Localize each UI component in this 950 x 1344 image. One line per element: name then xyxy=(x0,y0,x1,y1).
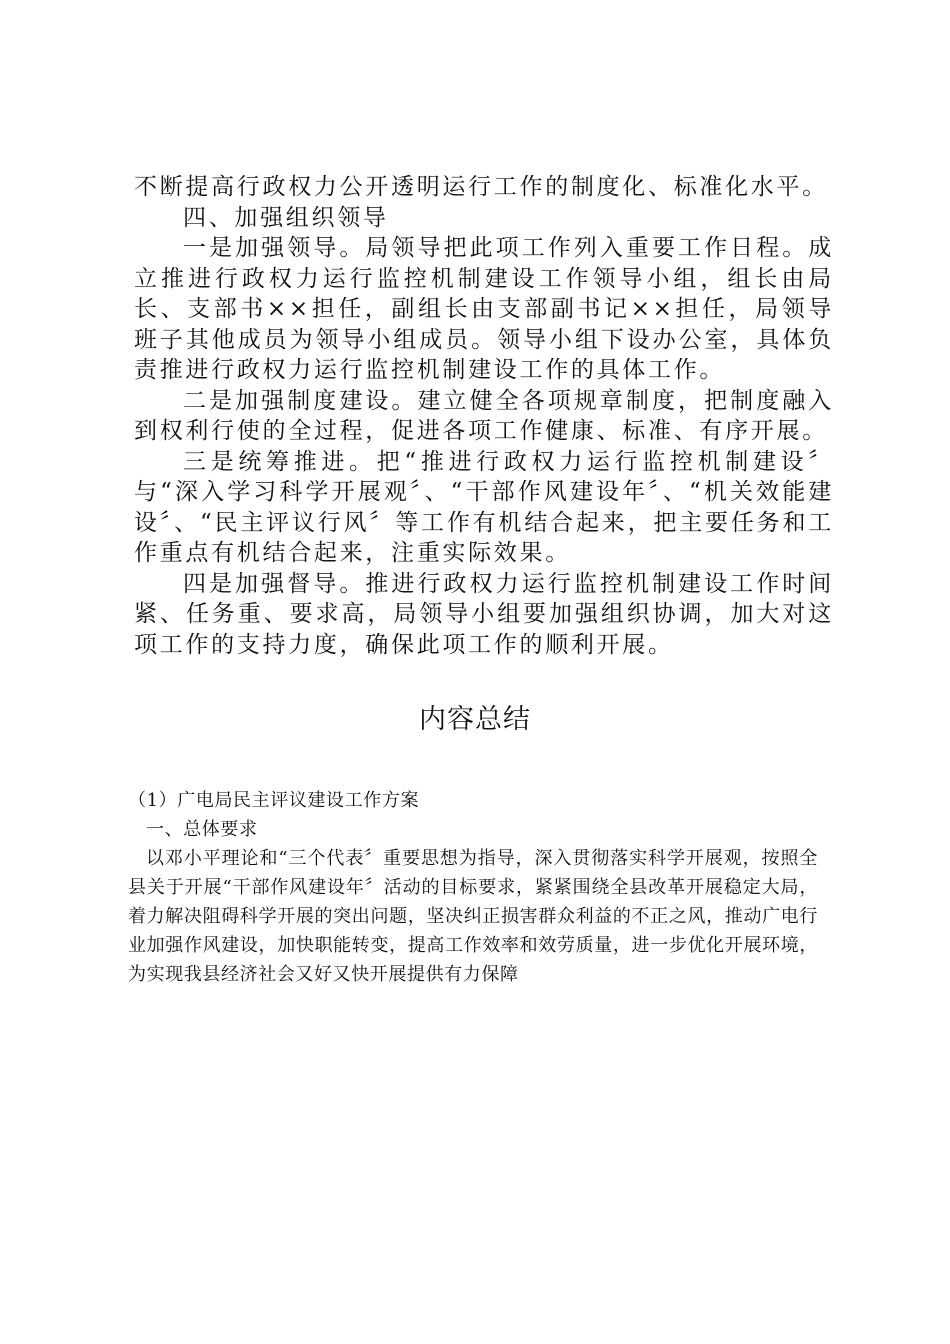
summary-section-heading: 一、总体要求 xyxy=(146,819,258,840)
summary-title: 内容总结 xyxy=(419,704,531,735)
summary-section xyxy=(128,786,818,989)
paragraph-coordination: 三是统筹推进。把“推进行政权力运行监控机制建设〞与“深入学习科学开展观〞、“干部作风建设年〞、“机关效能建设〞、“民主评议行风〞等工作有机结合起来，把主要任务和工作重点有机结合起来，注重实际效果。 xyxy=(134,448,834,566)
section-heading-organization: 四、加强组织领导 xyxy=(183,204,389,231)
paragraph-supervision: 四是加强督导。推进行政权力运行监控机制建设工作时间紧、任务重、要求高，局领导小组要加强组织协调，加大对这项工作的支持力度，确保此项工作的顺利开展。 xyxy=(134,570,834,658)
paragraph-continuation: 不断提高行政权力公开透明运行工作的制度化、标准化水平。 xyxy=(134,174,828,200)
paragraph-leadership: 一是加强领导。局领导把此项工作列入重要工作日程。成立推进行政权力运行监控机制建设工作领导小组，组长由局长、支部书××担任，副组长由支部副书记××担任，局领导班子其他成员为领导小组成员。领导小组下设办公室，具体负责推进行政权力运行监控机制建设工作的具体工作。 xyxy=(134,235,834,383)
summary-item-heading: （1）广电局民主评议建设工作方案 xyxy=(128,790,420,811)
document-body xyxy=(134,172,834,660)
paragraph-system-building: 二是加强制度建设。建立健全各项规章制度，把制度融入到权利行使的全过程，促进各项工作健康、标准、有序开展。 xyxy=(134,387,834,444)
summary-body-paragraph: 以邓小平理论和“三个代表〞重要思想为指导，深入贯彻落实科学开展观，按照全县关于开展“干部作风建设年〞活动的目标要求，紧紧围绕全县改革开展稳定大局，着力解决阻碍科学开展的突出问题，坚决纠正损害群众利益的不正之风，推动广电行业加强作风建设，加快职能转变，提高工作效率和效劳质量，进一步优化开展环境，为实现我县经济社会又好又快开展提供有力保障 xyxy=(128,848,818,985)
